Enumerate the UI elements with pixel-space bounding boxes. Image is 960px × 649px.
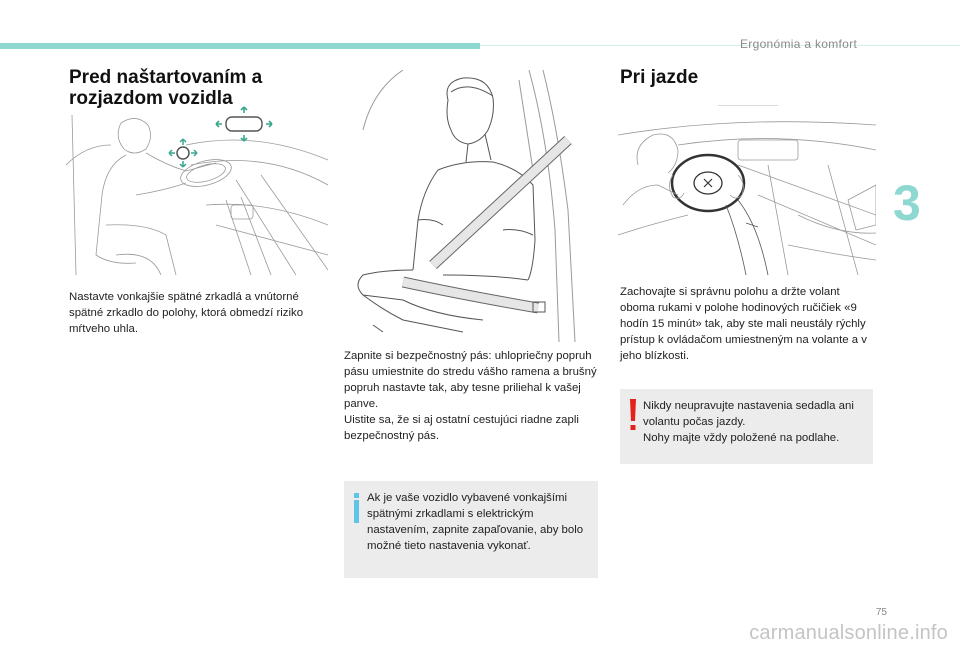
- passengers-text: Uistite sa, že si aj ostatní cestujúci riadne zapli bezpečnostný pás.: [344, 414, 579, 442]
- section-title-while-driving: Pri jazde: [620, 67, 699, 88]
- page-number: 75: [875, 607, 887, 618]
- info-box-text: Ak je vaše vozidlo vybavené vonkajšími spätnými zrkadlami s elektrickým nastavením, zapnite zapaľovanie, aby bolo možné tieto nastavenia vykonať.: [367, 492, 584, 552]
- section-title-before-driving: Pred naštartovaním a rozjazdom vozidla: [69, 67, 263, 109]
- steering-instruction-text: Zachovajte si správnu polohu a držte volant oboma rukami v polohe hodinových ručičiek «9 hodín 15 minút» tak, aby ste mali neustály rýchly prístup k ovládačom umiestneným na volante a v jeho blízkosti.: [620, 286, 867, 362]
- info-box: [344, 481, 598, 578]
- warning-line-2: Nohy majte vždy položené na podlahe.: [643, 432, 840, 444]
- warning-box-text: [643, 398, 871, 446]
- exclamation-icon: [626, 397, 640, 433]
- info-bar-icon: [353, 493, 361, 523]
- seatbelt-instruction: [344, 348, 600, 444]
- illustration-seatbelt: [343, 70, 581, 342]
- illustration-steering-position: [618, 105, 876, 275]
- header-accent-bar: [0, 43, 480, 49]
- chapter-number: 3: [893, 175, 921, 231]
- mirror-instruction-text: Nastavte vonkajšie spätné zrkadlá a vnútorné spätné zrkadlo do polohy, ktorá obmedzí riziko mŕtveho uhla.: [69, 291, 304, 335]
- illustration-mirror-adjustment: [66, 105, 332, 279]
- seatbelt-text: Zapnite si bezpečnostný pás: uhlopriečny popruh pásu umiestnite do stredu vášho ramena a brušný popruh nastavte tak, aby tesne priliehal k vašej panve.: [344, 350, 597, 410]
- header-rule: [480, 45, 960, 46]
- watermark-text: carmanualsonline.info: [749, 622, 948, 644]
- section-label: Ergonómia a komfort: [740, 37, 858, 51]
- warning-line-1: Nikdy neupravujte nastavenia sedadla ani volantu počas jazdy.: [643, 400, 854, 428]
- warning-box: [620, 389, 873, 464]
